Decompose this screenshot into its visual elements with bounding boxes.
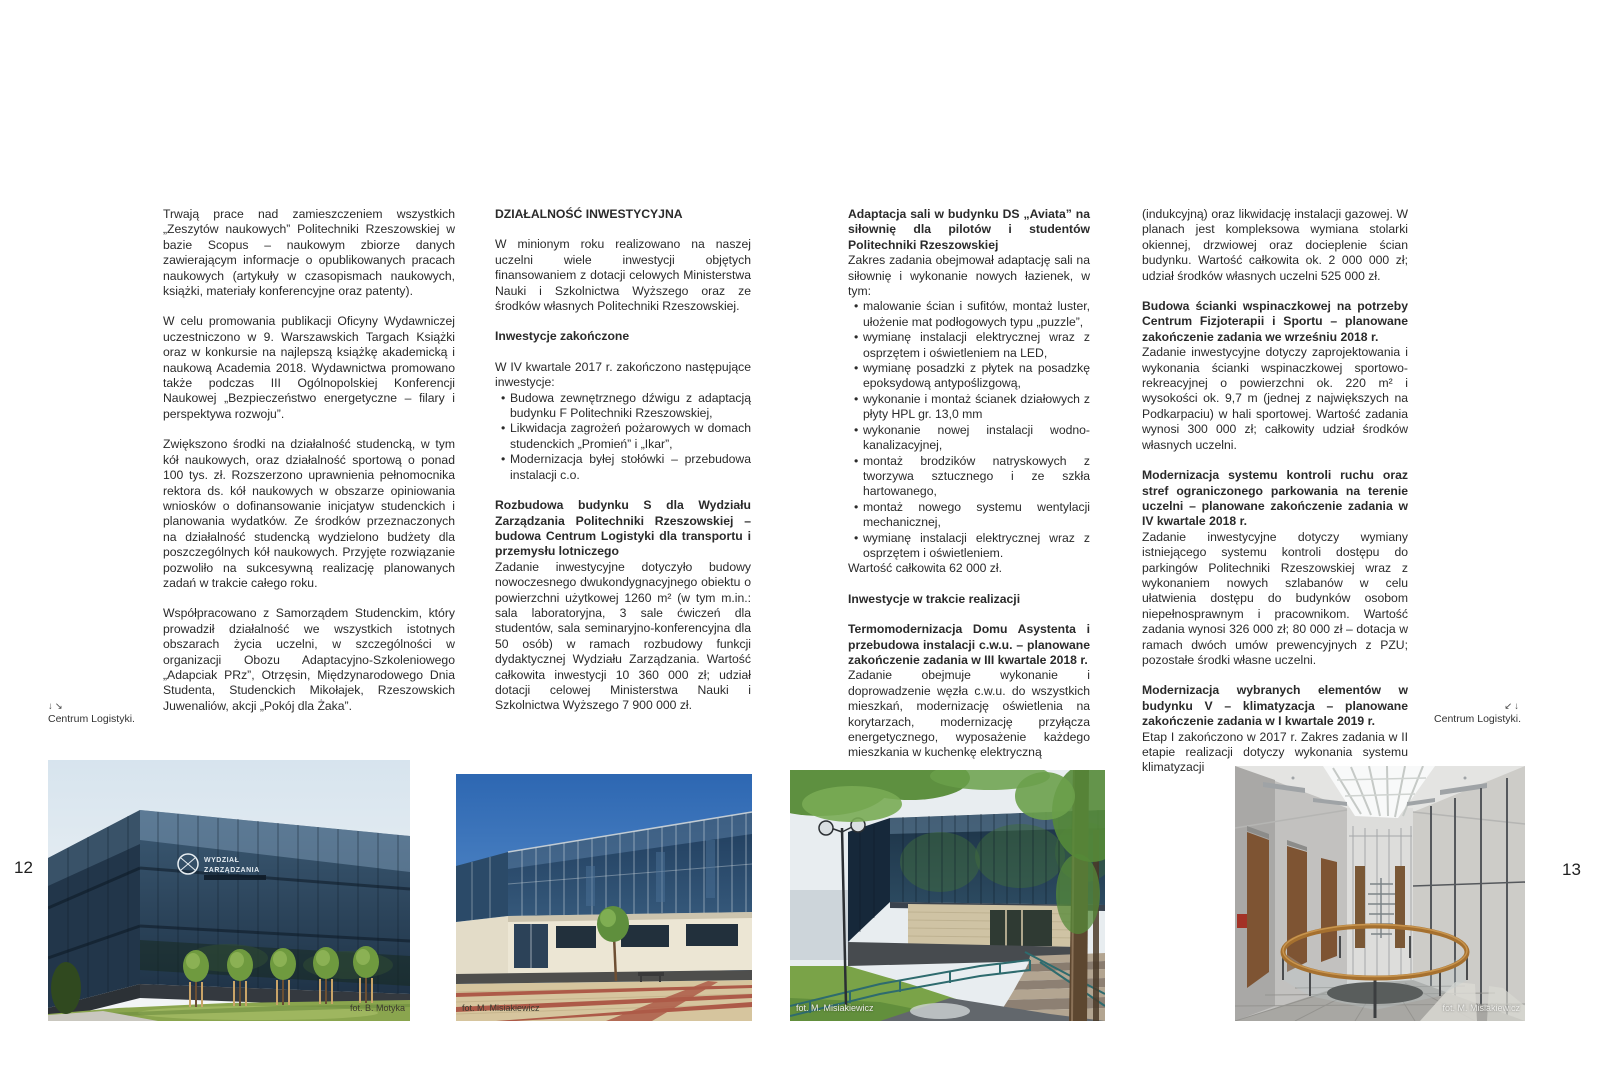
section-heading: Inwestycje w trakcie realizacji bbox=[848, 591, 1021, 606]
building-illustration bbox=[48, 760, 410, 1021]
bullet-marker: • bbox=[854, 330, 859, 345]
sign-line-2: ZARZĄDZANIA bbox=[204, 867, 260, 874]
photo-caption-right bbox=[1434, 700, 1521, 726]
paragraph: Współpracowano z Samorządem Studenckim, który prowadził działalność we wszystkich istotnych obszarach życia uczelni, w szczególności w organizacji Obozu Adaptacyjno-Szkoleniowego „Adapciak PRz”, Otrzęsin, Międzynarodowego Dnia Studenta, Studenckich Mikołajek, Rzeszowskich Juwenaliów, akcji „Pokój dla Żaka”. bbox=[163, 606, 455, 713]
bullet-item bbox=[848, 423, 1090, 454]
bullet-item bbox=[848, 454, 1090, 500]
bullet-item bbox=[495, 391, 751, 422]
section-heading: Budowa ścianki wspinaczkowej na potrzeby Centrum Fizjoterapii i Sportu – planowane zakończenie zadania we wrześniu 2018 r. bbox=[1142, 299, 1408, 344]
section-heading: Modernizacja systemu kontroli ruchu oraz stref ograniczonego parkowania na terenie uczelni – planowane zakończenie zadania w IV kwartale 2018 r. bbox=[1142, 468, 1408, 529]
bullet-text: wykonanie i montaż ścianek działowych z płyty HPL gr. 13,0 mm bbox=[863, 391, 1090, 422]
bullet-text: malowanie ścian i sufitów, montaż luster, ułożenie mat podłogowych typu „puzzle”, bbox=[863, 299, 1090, 329]
bullet-marker: • bbox=[501, 452, 506, 467]
text-column-1 bbox=[163, 207, 455, 714]
bullet-item bbox=[848, 299, 1090, 330]
bullet-text: wymianę instalacji elektrycznej wraz z osprzętem i oświetleniem na LED, bbox=[863, 330, 1090, 360]
bullet-item bbox=[495, 452, 751, 483]
down-right-arrows-icon: ↓↘ bbox=[48, 701, 65, 712]
paragraph: (indukcyjną) oraz likwidację instalacji gazowej. W planach jest kompleksowa wymiana stolarki okiennej, drzwiowej oraz docieplenie ścian budynku. Wartość całkowita ok. 2 000 000 zł; udział środków własnych uczelni 525 000 zł. bbox=[1142, 207, 1408, 283]
bullet-list bbox=[495, 391, 751, 483]
bullet-marker: • bbox=[854, 453, 859, 468]
interior-illustration bbox=[1235, 766, 1525, 1021]
photo-glass-building-stairs bbox=[790, 770, 1105, 1021]
down-left-arrows-icon: ↙↓ bbox=[1504, 701, 1521, 712]
bullet-marker: • bbox=[854, 299, 859, 314]
bullet-marker: • bbox=[854, 422, 859, 437]
bullet-marker: • bbox=[854, 499, 859, 514]
photo-wydzial-zarzadzania-building bbox=[48, 760, 410, 1021]
bullet-item bbox=[848, 392, 1090, 423]
page-number-right: 13 bbox=[1562, 860, 1581, 879]
bullet-text: Budowa zewnętrznego dźwigu z adaptacją budynku F Politechniki Rzeszowskiej, bbox=[510, 390, 751, 421]
bullet-item bbox=[848, 361, 1090, 392]
building-illustration bbox=[456, 774, 752, 1021]
text-column-4 bbox=[1142, 207, 1408, 776]
paragraph: Zadanie obejmuje wykonanie i doprowadzenie węzła c.w.u. do wszystkich mieszkań, modernizację oświetlenia na korytarzach, modernizację przyłącza energetycznego, wyposażenie każdego mieszkania w kuchenkę elektryczną bbox=[848, 668, 1090, 760]
section-heading: Rozbudowa budynku S dla Wydziału Zarządzania Politechniki Rzeszowskiej – budowa Centrum Logistyki dla transportu i przemysłu lotniczego bbox=[495, 498, 751, 559]
paragraph: Etap I zakończono w 2017 r. Zakres zadania w II etapie realizacji dotyczy wykonania systemu klimatyzacji bbox=[1142, 729, 1408, 775]
bullet-item bbox=[495, 421, 751, 452]
photo-credit: fot. M. Misiakiewicz bbox=[462, 1003, 540, 1013]
building-illustration bbox=[790, 770, 1105, 1021]
glass-building bbox=[48, 810, 410, 1008]
caption-label: Centrum Logistyki. bbox=[48, 713, 135, 725]
background-buildings bbox=[790, 890, 850, 960]
paved-plaza bbox=[456, 980, 752, 1021]
photo-credit: fot. M. Misiakiewicz bbox=[1442, 1003, 1520, 1013]
photo-caption-left bbox=[48, 700, 135, 726]
bullet-text: Likwidacja zagrożeń pożarowych w domach studenckich „Promień” i „Ikar”, bbox=[510, 421, 751, 451]
caption-label: Centrum Logistyki. bbox=[1434, 713, 1521, 725]
bullet-text: wymianę instalacji elektrycznej wraz z osprzętem i oświetleniem. bbox=[863, 530, 1090, 560]
bullet-marker: • bbox=[854, 391, 859, 406]
paragraph: Wartość całkowita 62 000 zł. bbox=[848, 561, 1002, 576]
photo-atrium-interior bbox=[1235, 766, 1525, 1021]
paragraph: Zwiększono środki na działalność studencką, w tym kół naukowych, oraz działalność sportową o ponad 100 tys. zł. Rozszerzono uprawnienia pełnomocnika rektora ds. kół naukowych w obszarze opiniowania wniosków o dofinansowanie inicjatyw studenckich i planowania wydatków. Ze środków przeznaczonych na działalność studencką wydzielono budżety dla poszczególnych kół naukowych. Przyjęte rozwiązanie pozwoliło na sukcesywną realizację planowanych zadań w trakcie całego roku. bbox=[163, 437, 455, 590]
bullet-marker: • bbox=[501, 390, 506, 405]
text-column-3 bbox=[848, 207, 1090, 761]
bullet-marker: • bbox=[854, 530, 859, 545]
sign-line-1: WYDZIAŁ bbox=[204, 857, 240, 864]
paragraph: W minionym roku realizowano na naszej uczelni wiele inwestycji objętych finansowaniem z dotacji celowych Ministerstwa Nauki i Szkolnictwa Wyższego oraz ze środków własnych Politechniki Rzeszowskiej. bbox=[495, 237, 751, 314]
section-heading: Inwestycje zakończone bbox=[495, 329, 630, 344]
section-heading: Modernizacja wybranych elementów w budynku V – klimatyzacja – planowane zakończenie zadania w I kwartale 2019 r. bbox=[1142, 683, 1408, 729]
page-number-left: 12 bbox=[14, 858, 33, 877]
bullet-item bbox=[848, 531, 1090, 562]
bullet-text: wykonanie nowej instalacji wodno-kanalizacyjnej, bbox=[863, 422, 1090, 453]
bullet-text: montaż brodzików natryskowych z tworzywa sztucznego i ze szkła hartowanego, bbox=[863, 453, 1090, 499]
photo-credit: fot. M. Misiakiewicz bbox=[796, 1003, 874, 1013]
paragraph: Zadanie inwestycyjne dotyczy zaprojektowania i wykonania ścianki wspinaczkowej sportowo-rekreacyjnej o powierzchni ok. 220 m² i wysokości ok. 9,7 m (jednej z największych na Podkarpaciu) w hali sportowej. Wartość zadania wynosi 300 000 zł; całkowity udział środków własnych uczelni. bbox=[1142, 345, 1408, 452]
bullet-list bbox=[848, 299, 1090, 561]
paragraph: Zadanie inwestycyjne dotyczy wymiany istniejącego systemu kontroli dostępu do parkingów Politechniki Rzeszowskiej wraz z wykonaniem nowych szlabanów w celu ułatwienia dostępu do budynków osobom niepełnosprawnym i pracownikom. Wartość zadania wynosi 326 000 zł; 80 000 zł – dotacja w ramach dwóch umów prewencyjnych z PZU; pozostałe środki własne uczelni. bbox=[1142, 529, 1408, 667]
section-heading: Termomodernizacja Domu Asystenta i przebudowa instalacji c.w.u. – planowane zakończenie zadania w III kwartale 2018 r. bbox=[848, 622, 1090, 667]
paragraph: W IV kwartale 2017 r. zakończono następujące inwestycje: bbox=[495, 359, 751, 390]
bullet-marker: • bbox=[501, 421, 506, 436]
bullet-item bbox=[848, 330, 1090, 361]
section-heading: DZIAŁALNOŚĆ INWESTYCYJNA bbox=[495, 207, 683, 221]
text-column-2 bbox=[495, 207, 751, 714]
paragraph: Zadanie inwestycyjne dotyczyło budowy nowoczesnego dwukondygnacyjnego obiektu o powierzchni użytkowej 1260 m² (w tym m.in.: sala laboratoryjna, 3 sale ćwiczeń dla studentów, sala seminaryjno-konferencyjna dla 50 osób) w ramach rozbudowy funkcji dydaktycznej Wydziału Zarządzania. Wartość całkowita inwestycji 10 360 000 zł; udział dotacji celowej Ministerstwa Nauki i Szkolnictwa Wyższego 7 900 000 zł. bbox=[495, 559, 751, 713]
paragraph: W celu promowania publikacji Oficyny Wydawniczej uczestniczono w 9. Warszawskich Targach Książki oraz w konkursie na najlepszą książkę akademicką i naukową Academia 2018. Wydawnictwa promowano także podczas III Ogólnopolskiej Konferencji Naukowej „Bezpieczeństwo energetyczne – filary i perspektywa rozwoju”. bbox=[163, 314, 455, 421]
photo-credit: fot. B. Motyka bbox=[349, 1003, 405, 1013]
bullet-text: wymianę posadzki z płytek na posadzkę epoksydową antypoślizgową, bbox=[863, 361, 1090, 391]
section-heading: Adaptacja sali w budynku DS „Aviata” na siłownię dla pilotów i studentów Politechniki Rzeszowskiej bbox=[848, 207, 1090, 252]
bullet-text: montaż nowego systemu wentylacji mechanicznej, bbox=[863, 499, 1090, 530]
bullet-item bbox=[848, 500, 1090, 531]
photo-campus-plaza-building bbox=[456, 774, 752, 1021]
paragraph: Trwają prace nad zamieszczeniem wszystkich „Zeszytów naukowych” Politechniki Rzeszowskiej w bazie Scopus – naukowym zbiorze danych zawierającym informacje o opublikowanych pracach naukowych (artykuły w czasopismach naukowych, książki, materiały konferencyjne oraz patenty). bbox=[163, 207, 455, 299]
bullet-text: Modernizacja byłej stołówki – przebudowa instalacji c.o. bbox=[510, 452, 751, 482]
paragraph: Zakres zadania obejmował adaptację sali na siłownię i wykonanie nowych łazienek, w tym: bbox=[848, 253, 1090, 299]
bullet-marker: • bbox=[854, 361, 859, 376]
